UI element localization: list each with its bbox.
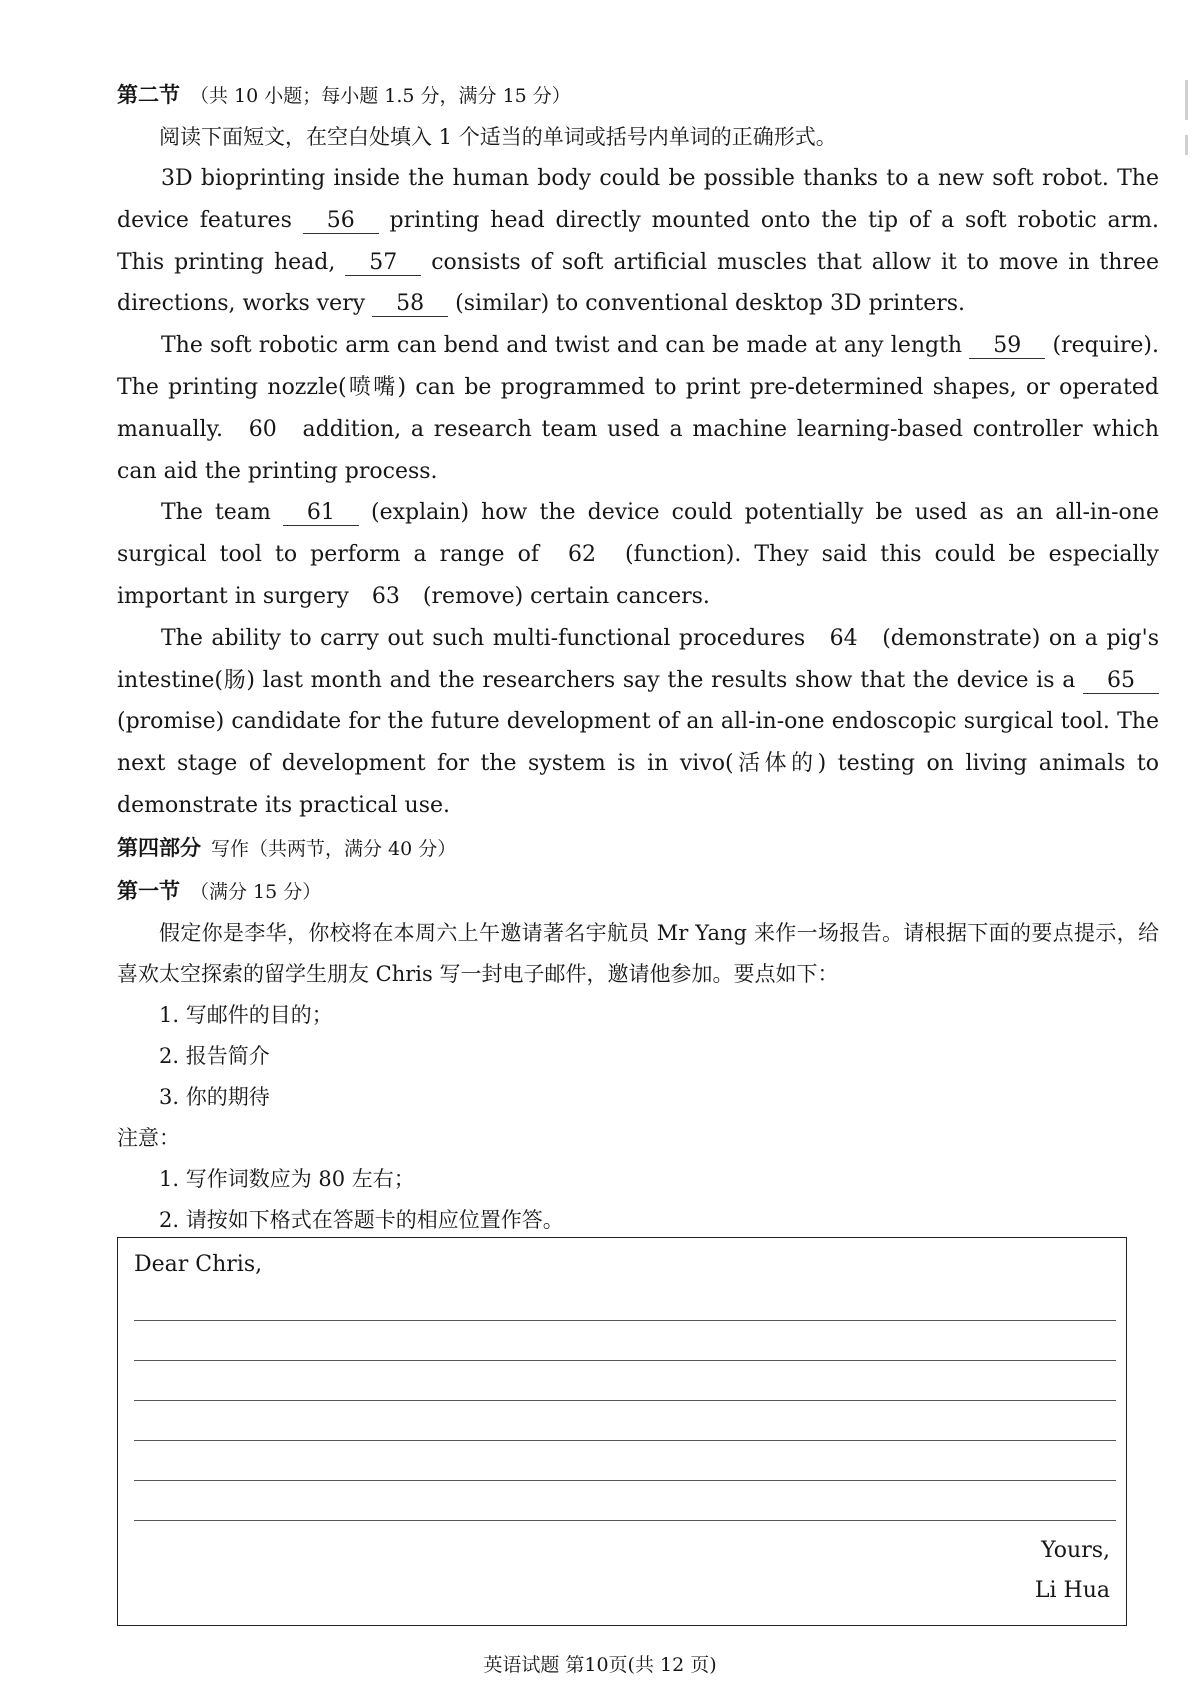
passage-text: consists of soft artificial muscles that allow it to move in three directions, works very — [117, 249, 1160, 317]
letter-signature: Li Hua — [1034, 1578, 1110, 1603]
passage-text: (promise) candidate for the future development of an all-in-one endoscopic surgical tool. The next stage of development for the system is in vivo(活体的) testing on living animals to demonstrate its practical use. — [117, 709, 1159, 818]
writing-line — [134, 1320, 1116, 1321]
part4-subtitle: 写作（共两节，满分 40 分） — [211, 837, 457, 860]
passage-text: The ability to carry out such multi-functional procedures — [161, 625, 814, 651]
passage-text: (require). The printing nozzle(喷嘴) can be programmed to print pre-determined shapes, or operated manually. — [117, 333, 1160, 442]
section2-title: 第二节 — [117, 82, 180, 107]
writing-line — [134, 1440, 1116, 1441]
writing-prompt: 假定你是李华，你校将在本周六上午邀请著名宇航员 Mr Yang 来作一场报告。请根据下面的要点提示，给喜欢太空探索的留学生朋友 Chris 写一封电子邮件，邀请他参加。要点如下： — [117, 920, 1159, 986]
part4-title: 第四部分 — [117, 834, 201, 860]
writing-line — [134, 1480, 1116, 1481]
letter-salutation: Dear Chris, — [134, 1252, 263, 1277]
passage-text: addition, a research team used a machine learning-based controller which can aid the printing process. — [117, 416, 1159, 484]
blank-59: 59 — [969, 334, 1045, 359]
writing-line — [134, 1360, 1116, 1361]
passage-text: (remove) certain cancers. — [415, 583, 710, 609]
section2-note: （共 10 小题；每小题 1.5 分，满分 15 分） — [190, 85, 571, 107]
blank-65: 65 — [1083, 669, 1159, 694]
blank-60: 60 — [248, 416, 277, 442]
passage-paragraph-3 — [117, 492, 1159, 617]
part4-heading — [117, 827, 1159, 870]
passage-text: (explain) how the device could potentially be used as an all-in-one surgical tool to perform a range of — [117, 500, 1159, 568]
scan-artifact — [1185, 80, 1188, 120]
passage-text: (function). They said this could be especially important in surgery — [117, 542, 1159, 609]
blank-56: 56 — [303, 209, 379, 234]
blank-64: 64 — [829, 625, 858, 651]
blank-57: 57 — [345, 251, 421, 276]
notice-item: 1. 写作词数应为 80 左右； — [159, 1166, 415, 1191]
passage-text: The soft robotic arm can bend and twist and can be made at any length — [161, 333, 970, 359]
blank-61: 61 — [283, 501, 359, 526]
page-content — [117, 74, 1159, 1241]
passage-paragraph-1 — [117, 158, 1159, 325]
passage-paragraph-2 — [117, 325, 1159, 492]
section1-title: 第一节 — [117, 877, 180, 903]
section1-heading — [117, 870, 1159, 913]
passage-text: printing head directly mounted onto the tip of a soft robotic arm. This printing head, — [117, 207, 1159, 275]
writing-line — [134, 1400, 1116, 1401]
notice-title: 注意： — [117, 1125, 180, 1150]
page-footer: 英语试题 第10页(共 12 页) — [483, 1654, 717, 1676]
scan-artifact — [1185, 135, 1188, 155]
blank-58: 58 — [372, 292, 448, 317]
blank-62: 62 — [568, 542, 597, 568]
blank-63: 63 — [371, 583, 400, 609]
passage-text: (demonstrate) on a pig's intestine(肠) last month and the researchers say the results show that the device is a — [117, 625, 1159, 693]
point-item: 3. 你的期待 — [159, 1084, 270, 1109]
point-item: 2. 报告简介 — [159, 1043, 270, 1068]
writing-line — [134, 1520, 1116, 1521]
section2-instruction: 阅读下面短文，在空白处填入 1 个适当的单词或括号内单词的正确形式。 — [159, 125, 837, 149]
section2-heading — [117, 74, 1159, 117]
notice-item: 2. 请按如下格式在答题卡的相应位置作答。 — [159, 1207, 564, 1232]
passage-paragraph-4 — [117, 618, 1159, 827]
passage-text: (similar) to conventional desktop 3D printers. — [448, 291, 966, 317]
passage-text: The team — [161, 500, 283, 526]
section1-note: （满分 15 分） — [190, 880, 322, 903]
passage-text: 3D bioprinting inside the human body could be possible thanks to a new soft robot. The device features — [117, 166, 1159, 233]
answer-letter-box — [117, 1237, 1127, 1626]
letter-closing: Yours, — [1041, 1538, 1110, 1563]
point-item: 1. 写邮件的目的； — [159, 1002, 333, 1027]
